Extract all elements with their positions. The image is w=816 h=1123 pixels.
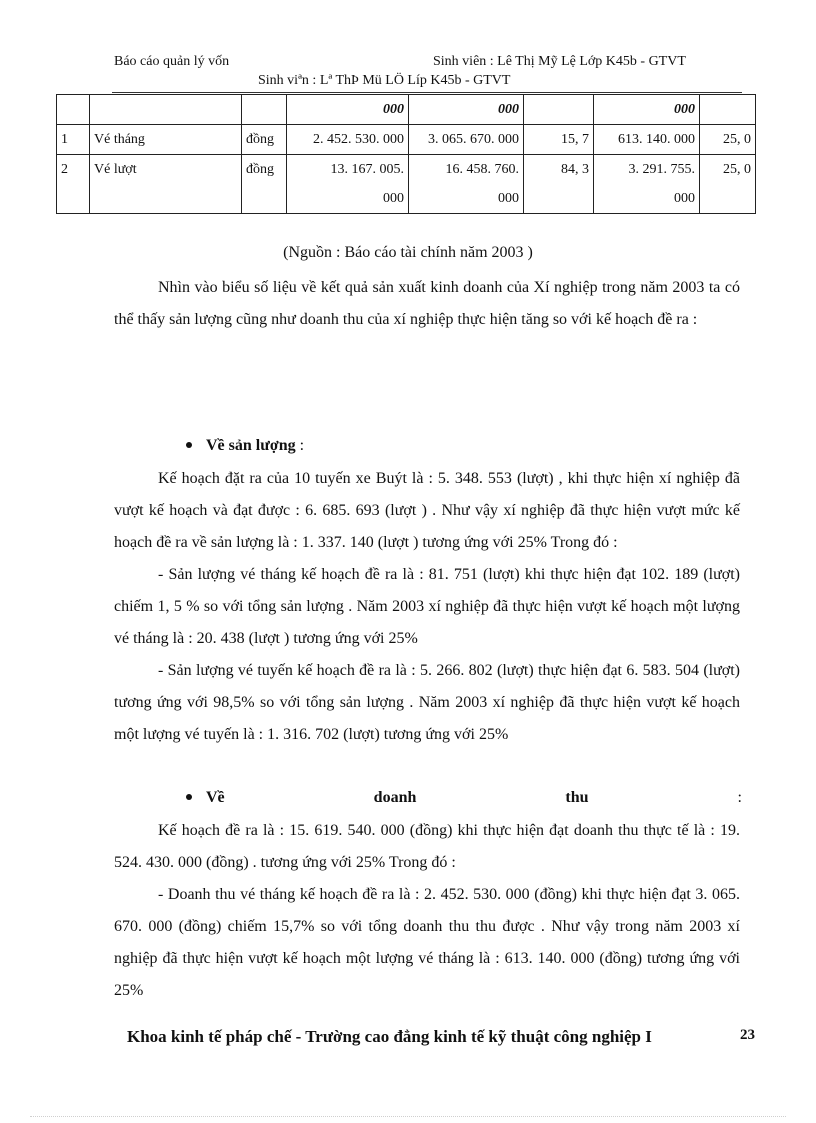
section-sanluong-heading: [186, 437, 304, 455]
page-footer: Khoa kinh tế pháp chế - Trường cao đẳng kinh tế kỹ thuật công nghiệp I: [127, 1027, 652, 1046]
sanluong-paragraph-1: Kế hoạch đặt ra của 10 tuyến xe Buýt là : 5. 348. 553 (lượt) , khi thực hiện xí nghiệp đã vượt kế hoạch và đạt được : 6. 685. 693 (lượt ) . Như vậy xí nghiệp đã thực hiện vượt mức kế hoạch đề ra về sản lượng là : 1. 337. 140 (lượt ) tương ứng với 25% Trong đó :: [114, 470, 740, 551]
table-cell: 613. 140. 000: [594, 125, 700, 155]
header-left: Báo cáo quản lý vốn: [114, 54, 230, 69]
table-cell: 25, 0: [700, 125, 756, 155]
table-cell: [57, 95, 90, 125]
page-number: 23: [740, 1027, 755, 1043]
doanhthu-paragraph-2: - Doanh thu vé tháng kế hoạch đề ra là : 2. 452. 530. 000 (đồng) khi thực hiện đạt 3. 065. 670. 000 (đồng) chiếm 15,7% so với tổng doanh thu thu được . Như vậy trong năm 2003 xí nghiệp đã thực hiện vượt kế hoạch một lượng vé tháng là : 613. 140. 000 (đồng) tương ứng với 25%: [114, 886, 740, 999]
table-row: [57, 125, 756, 155]
table-source: (Nguồn : Báo cáo tài chính năm 2003 ): [283, 244, 533, 261]
table-cell: 000: [409, 95, 524, 125]
data-table: [56, 94, 756, 214]
table-cell: [700, 95, 756, 125]
table-cell: Vé lượt: [90, 155, 242, 214]
header-right: Sinh viên : Lê Thị Mỹ Lệ Lớp K45b - GTVT: [433, 54, 686, 69]
bottom-divider: [30, 1116, 786, 1117]
table-cell: 1: [57, 125, 90, 155]
sanluong-paragraph-2: - Sản lượng vé tháng kế hoạch đề ra là : 81. 751 (lượt) khi thực hiện đạt 102. 189 (lượt) chiếm 1, 5 % so với tổng sản lượng . Năm 2003 xí nghiệp đã thực hiện vượt kế hoạch một lượng vé tháng là : 20. 438 (lượt ) tương ứng với 25%: [114, 566, 740, 647]
table-cell: 000: [594, 95, 700, 125]
header-rule: [112, 92, 742, 93]
table-cell: [242, 95, 287, 125]
table-cell: đồng: [242, 155, 287, 214]
section-doanhthu-word-2: doanh: [373, 789, 417, 806]
table-cell: đồng: [242, 125, 287, 155]
intro-text: Nhìn vào biểu số liệu về kết quả sản xuất kinh doanh của Xí nghiệp trong năm 2003 ta có thể thấy sản lượng cũng như doanh thu của xí nghiệp thực hiện tăng so với kế hoạch đề ra :: [114, 279, 740, 328]
bullet-icon: [186, 794, 192, 800]
section-doanhthu-word-1: Về: [186, 789, 225, 807]
table-cell: 2: [57, 155, 90, 214]
table-cell: [524, 95, 594, 125]
table-cell: 2. 452. 530. 000: [287, 125, 409, 155]
table-cell: 13. 167. 005. 000: [287, 155, 409, 214]
table-cell: [90, 95, 242, 125]
section-doanhthu-body: [114, 815, 740, 1007]
section-doanhthu-colon: :: [737, 789, 742, 806]
table-cell: 3. 291. 755. 000: [594, 155, 700, 214]
table-cell: 84, 3: [524, 155, 594, 214]
table-cell: 25, 0: [700, 155, 756, 214]
section-doanhthu-word-3: thu: [565, 789, 589, 806]
section-sanluong-colon: :: [295, 437, 305, 454]
table-cell: Vé tháng: [90, 125, 242, 155]
table-cell: 000: [287, 95, 409, 125]
header-line2: Sinh viªn : Lª ThÞ Mü LÖ Líp K45b - GTVT: [258, 73, 511, 88]
section-sanluong-title: Về sản lượng: [206, 437, 296, 454]
sanluong-paragraph-3: - Sản lượng vé tuyến kế hoạch đề ra là : 5. 266. 802 (lượt) thực hiện đạt 6. 583. 504 (lượt) tương ứng với 98,5% so với tổng sản lượng . Năm 2003 xí nghiệp đã thực hiện vượt kế hoạch một lượng vé tuyến là : 1. 316. 702 (lượt) tương ứng với 25%: [114, 662, 740, 743]
bullet-icon: [186, 442, 192, 448]
section-sanluong-body: [114, 463, 740, 751]
table-cell: 15, 7: [524, 125, 594, 155]
doanhthu-paragraph-1: Kế hoạch đề ra là : 15. 619. 540. 000 (đồng) khi thực hiện đạt doanh thu thực tế là : 19. 524. 430. 000 (đồng) . tương ứng với 25% Trong đó :: [114, 822, 740, 871]
table-header-row: [57, 95, 756, 125]
table-cell: 16. 458. 760. 000: [409, 155, 524, 214]
section-doanhthu-heading: [186, 789, 742, 807]
table-cell: 3. 065. 670. 000: [409, 125, 524, 155]
table-row: [57, 155, 756, 214]
intro-paragraph: [114, 272, 740, 336]
